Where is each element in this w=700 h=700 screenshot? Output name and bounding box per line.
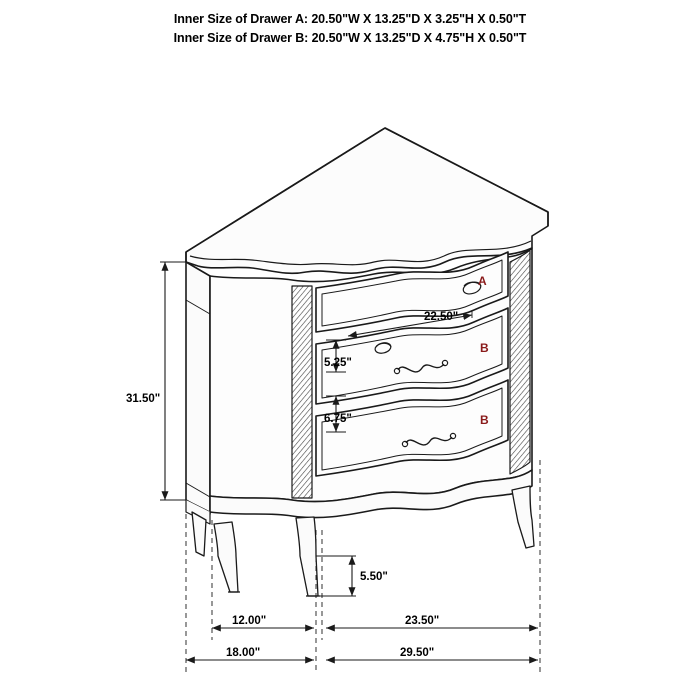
label-overall-height: 31.50" — [126, 393, 161, 405]
callout-drawer-a: A — [478, 274, 487, 288]
header-line-drawer-b: Inner Size of Drawer B: 20.50"W X 13.25"D X 4.75"H X 0.50"T — [173, 31, 527, 45]
cabinet-body — [186, 128, 548, 596]
callout-drawer-b1: B — [480, 341, 489, 355]
cabinet-top — [186, 128, 548, 273]
label-drawer-a-height: 5.25" — [324, 357, 352, 369]
label-leg-height: 5.50" — [360, 571, 388, 583]
cabinet-left-side — [186, 262, 210, 514]
leg-back-left — [192, 512, 206, 556]
label-front-width: 23.50" — [405, 615, 440, 627]
label-side-depth: 12.00" — [232, 615, 267, 627]
callout-drawer-b2: B — [480, 413, 489, 427]
side-decor-panel — [510, 250, 530, 474]
header-line-drawer-a: Inner Size of Drawer A: 20.50"W X 13.25"D X 3.25"H X 0.50"T — [173, 12, 527, 26]
label-drawer-b-height: 6.75" — [324, 413, 352, 425]
label-base-depth: 18.00" — [226, 647, 261, 659]
label-base-width: 29.50" — [400, 647, 435, 659]
label-drawer-a-width: 22.50" — [424, 311, 459, 323]
leg-back-right — [512, 486, 534, 548]
front-decor-strip — [292, 286, 312, 498]
leg-front-left — [214, 522, 240, 592]
